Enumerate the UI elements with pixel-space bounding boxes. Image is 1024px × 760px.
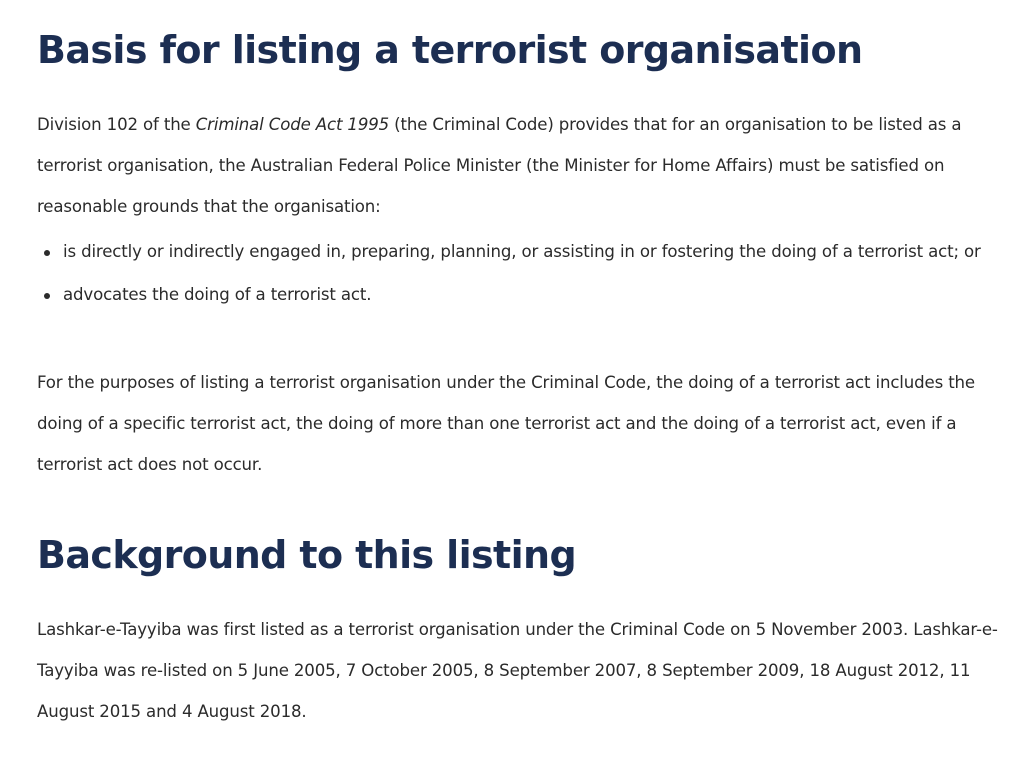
intro-paragraph	[37, 104, 1002, 227]
list-item-advocates: advocates the doing of a terrorist act.	[63, 281, 1024, 309]
heading-background-to-listing: Background to this listing	[37, 533, 577, 577]
intro-text-start: Division 102 of the	[37, 115, 196, 134]
act-title-italic: Criminal Code Act 1995	[195, 115, 390, 134]
background-paragraph: Lashkar-e-Tayyiba was first listed as a terrorist organisation under the Criminal Code on 5 November 2003. Lashkar-e-Tayyiba was re-listed on 5 June 2005, 7 October 2005, 8 September 2007, 8 September 2009, 18 August 2012, 11 August 2015 and 4 August 2018.	[37, 620, 998, 721]
list-item-engaged: is directly or indirectly engaged in, preparing, planning, or assisting in or fostering the doing of a terrorist act; or	[63, 238, 1024, 266]
heading-basis-for-listing: Basis for listing a terrorist organisation	[37, 28, 863, 72]
criteria-list	[37, 238, 1024, 309]
intro-text-end: (the Criminal Code) provides that for an organisation to be listed as a terrorist organisation, the Australian Federal Police Minister (the Minister for Home Affairs) must be satisfied on reasonable grounds that the organisation:	[37, 115, 962, 216]
purposes-paragraph: For the purposes of listing a terrorist organisation under the Criminal Code, the doing of a terrorist act includes the doing of a specific terrorist act, the doing of more than one terrorist act and the doing of a terrorist act, even if a terrorist act does not occur.	[37, 373, 975, 474]
